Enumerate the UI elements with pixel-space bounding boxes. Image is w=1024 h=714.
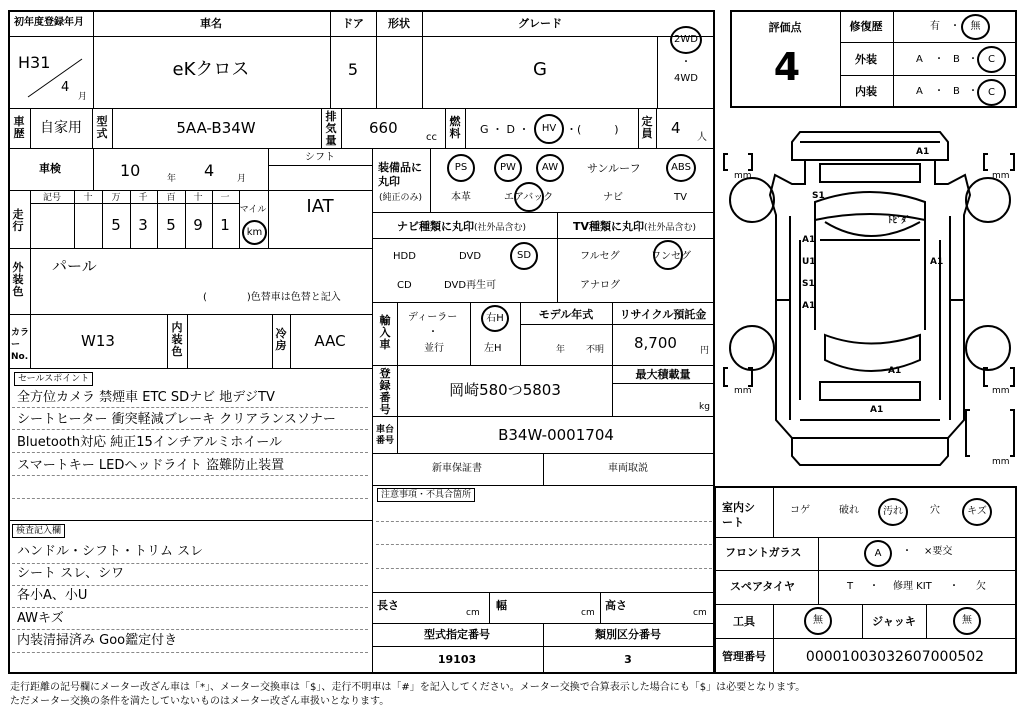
recycle-value: 8,700	[634, 334, 677, 352]
windshield-dot: ・	[902, 546, 912, 557]
sales-point-line: シートヒーター 衝突軽減ブレーキ クリアランスソナー	[17, 412, 336, 427]
model-year-label: モデル年式	[538, 308, 594, 321]
spare-none: 欠	[976, 581, 986, 592]
sales-point-line: 全方位カメラ 禁煙車 ETC SDナビ 地デジTV	[17, 390, 275, 405]
front-right-wheel	[966, 178, 1010, 222]
width-label: 幅	[496, 599, 507, 612]
spare-t: T	[847, 581, 854, 592]
rear-right-wheel	[966, 326, 1010, 370]
spare-tire-label: スペアタイヤ	[730, 580, 796, 593]
damage-mark: S1	[802, 279, 815, 289]
seat-scratch-circle: キズ	[962, 498, 992, 526]
exterior-a: A	[916, 54, 923, 65]
mile-label: マイル	[239, 205, 267, 215]
inspector-note-line: 内装清掃済み Goo鑑定付き	[17, 633, 178, 648]
exterior-note: ( )色替車は色替と記入	[203, 292, 341, 303]
type-designation-label: 型式指定番号	[424, 628, 490, 641]
navi-type-label: ナビ種類に丸印(社外品含む)	[397, 220, 527, 233]
cooling-label: 冷房	[275, 327, 287, 352]
mm-label: mm	[992, 171, 1010, 181]
displacement: 660	[369, 119, 398, 137]
windshield-a-circle: A	[864, 540, 892, 567]
interior-a: A	[916, 86, 923, 97]
exterior-c-circle: C	[977, 46, 1006, 73]
displacement-label: 排気量	[325, 110, 337, 147]
width-cm: cm	[581, 608, 595, 618]
tools-value-circle: 無	[804, 607, 832, 635]
damage-mark: A1	[802, 235, 816, 245]
tv-analog: アナログ	[580, 280, 620, 291]
import-right-circle: 右H	[481, 305, 509, 332]
capacity-label: 定員	[641, 115, 653, 140]
interior-c-circle: C	[977, 79, 1006, 106]
length-label: 長さ	[377, 599, 399, 612]
repair-label: 修復歴	[849, 20, 883, 33]
unit-ju: 十	[193, 193, 203, 203]
class-value: 3	[624, 653, 632, 666]
damage-mark: A1	[870, 405, 884, 415]
sales-point-line: Bluetooth対応 純正15インチアルミホイール	[17, 435, 283, 450]
import-dealer: ディーラー	[408, 312, 458, 323]
footer-line-2: ただメーター交換の条件を満たしていないものはメーター改ざん車扱いとなります。	[10, 696, 390, 707]
seat-tear: 破れ	[839, 505, 859, 516]
jack-label: ジャッキ	[872, 615, 916, 628]
model-label: 型式	[96, 115, 108, 140]
reg-month-unit: 月	[78, 92, 88, 102]
navi-hdd: HDD	[393, 251, 416, 262]
model-year-unit: 年	[556, 345, 566, 355]
tv-fullseg: フルセグ	[580, 251, 620, 262]
equipment-aw-circle: AW	[536, 154, 564, 182]
cc-unit: cc	[426, 132, 437, 143]
door-label: ドア	[342, 17, 364, 30]
score-exterior-label: 外装	[855, 53, 877, 66]
equipment-tv: TV	[674, 192, 687, 203]
mm-label: mm	[992, 386, 1010, 396]
model-year-unknown: 不明	[586, 345, 605, 355]
cooling-value: AAC	[314, 332, 346, 350]
inspector-notes-label: 検査記入欄	[12, 524, 65, 538]
sales-point-line: スマートキー LEDヘッドライト 盗難防止装置	[17, 458, 285, 473]
mm-label: mm	[734, 386, 752, 396]
equipment-sunroof: サンルーフ	[587, 162, 641, 175]
recycle-unit: 円	[700, 346, 710, 356]
rear-left-wheel	[730, 326, 774, 370]
car-damage-diagram	[720, 120, 1020, 480]
interior-dot: ・	[934, 86, 944, 97]
drive-2wd-circle: 2WD	[670, 26, 702, 54]
doors: 5	[347, 60, 359, 79]
unit-ichi: 一	[220, 193, 230, 203]
tv-type-label: TV種類に丸印(社外品含む)	[573, 220, 697, 233]
equipment-leather: 本革	[451, 192, 471, 203]
import-label: 輸入車	[379, 314, 391, 351]
km-circle: km	[242, 220, 267, 245]
inspection-month-unit: 月	[237, 174, 247, 184]
spare-dot2: ・	[949, 581, 959, 592]
exterior-b: B	[953, 54, 960, 65]
navi-dvd: DVD	[459, 251, 482, 262]
length-cm: cm	[466, 608, 480, 618]
windshield-label: フロントガラス	[725, 546, 802, 559]
repair-dot: ・	[950, 21, 960, 32]
inspector-note-line: シート スレ、シワ	[17, 566, 125, 581]
import-parallel: 並行	[424, 343, 444, 354]
inspection-year: 10	[120, 161, 141, 180]
sales-points-label: セールスポイント	[14, 372, 93, 386]
model: 5AA-B34W	[176, 119, 256, 137]
unit-man: 万	[111, 193, 121, 203]
footer-line-1: 走行距離の記号欄にメーター改ざん車は「*」、メーター交換車は「$」、走行不明車は「#」を記入してください。メーター交換で合算表示した場合にも「$」は必要となります。	[10, 682, 806, 693]
capacity: 4	[671, 119, 681, 137]
spare-repair-kit: 修理 KIT	[893, 581, 932, 592]
unit-hyaku: 百	[166, 193, 176, 203]
registration-value: 岡崎580つ5803	[449, 381, 561, 399]
fuel-options: G ・ D ・	[480, 123, 530, 136]
navi-cd: CD	[397, 280, 412, 291]
warranty-new-car: 新車保証書	[432, 463, 482, 474]
car-trunk	[820, 382, 920, 400]
capacity-unit: 人	[697, 132, 707, 143]
damage-mark: A1	[916, 147, 930, 157]
tools-label: 工具	[733, 615, 755, 628]
damage-mark: ﾄﾋﾞﾀﾞ	[888, 216, 911, 226]
drive-dot: ・	[681, 57, 691, 68]
exterior-dot: ・	[934, 54, 944, 65]
damage-mark: A1	[802, 301, 816, 311]
chassis-label: 車台番号	[376, 425, 395, 446]
max-load-kg: kg	[699, 402, 710, 412]
management-label: 管理番号	[722, 650, 766, 663]
equipment-airbag: エアバック	[504, 192, 554, 203]
car-hood	[820, 164, 920, 182]
score-interior-label: 内装	[855, 85, 877, 98]
import-left: 左H	[484, 343, 502, 354]
equipment-navi: ナビ	[603, 192, 623, 203]
inspector-note-line: ハンドル・シフト・トリム スレ	[17, 544, 204, 559]
management-value: 00001003032607000502	[805, 649, 985, 665]
interior-color-label: 内装色	[171, 321, 183, 358]
recycle-label: リサイクル預託金	[619, 308, 707, 321]
car-rear-window	[825, 335, 920, 371]
seat-hole: 穴	[930, 505, 940, 516]
registration-label: 登録番号	[379, 367, 391, 416]
equipment-abs-circle: ABS	[666, 154, 696, 182]
chassis-value: B34W-0001704	[498, 426, 614, 444]
grade: G	[533, 59, 547, 80]
color-no-label: カラーNo.	[11, 328, 30, 362]
repair-have: 有	[930, 21, 940, 32]
mileage-label: 走行	[12, 208, 24, 233]
unit-sen: 千	[138, 193, 148, 203]
damage-mark: S1	[812, 191, 825, 201]
warranty-manual: 車両取説	[608, 463, 648, 474]
color-no-value: W13	[81, 332, 115, 350]
type-designation-value: 19103	[437, 653, 477, 666]
import-dot: ・	[428, 327, 438, 338]
history-label: 車歴	[13, 115, 25, 140]
spare-dot: ・	[869, 581, 879, 592]
unit-juman: 十	[83, 193, 93, 203]
inspection-month: 4	[204, 161, 215, 180]
mileage-symbol-label: 記号	[42, 193, 62, 203]
drive-4wd: 4WD	[674, 73, 698, 84]
jack-value-circle: 無	[953, 607, 981, 635]
interior-dot2: ・	[968, 86, 978, 97]
mileage-digit-1: 5	[111, 216, 121, 234]
reg-month: 4	[61, 80, 70, 95]
damage-mark: A1	[930, 257, 944, 267]
mileage-digit-4: 9	[193, 216, 203, 234]
interior-b: B	[953, 86, 960, 97]
windshield-replace: ×要交	[924, 546, 953, 557]
height-cm: cm	[693, 608, 707, 618]
reg-era: H31	[18, 53, 51, 72]
shape-label: 形状	[388, 17, 410, 30]
fuel-paren: ・( )	[566, 123, 619, 136]
exterior-dot2: ・	[968, 54, 978, 65]
history: 自家用	[40, 120, 82, 136]
equipment-sublabel: (純正のみ)	[379, 193, 423, 203]
inspection-year-unit: 年	[167, 174, 177, 184]
car-name-label: 車名	[200, 17, 222, 30]
fuel-hv-circle: HV	[534, 114, 564, 144]
grade-label: グレード	[518, 17, 562, 30]
max-load-label: 最大積載量	[635, 368, 691, 381]
class-label: 類別区分番号	[595, 628, 661, 641]
seat-burn: コゲ	[790, 505, 810, 516]
exterior-label: 外装色	[12, 261, 24, 298]
height-label: 高さ	[605, 599, 627, 612]
equipment-pw-circle: PW	[494, 154, 522, 182]
repair-none-circle: 無	[961, 14, 990, 40]
exterior-value: パール	[52, 257, 97, 275]
front-left-wheel	[730, 178, 774, 222]
damage-mark: U1	[802, 257, 816, 267]
mileage-digit-3: 5	[166, 216, 176, 234]
shift-label: シフト	[305, 152, 335, 163]
shift: IAT	[306, 196, 334, 217]
inspector-note-line: 各小A、小U	[17, 588, 88, 603]
seat-dirt-circle: 汚れ	[878, 498, 908, 526]
reg-year-label: 初年度登録年月	[14, 17, 84, 28]
car-name: eKクロス	[172, 59, 250, 80]
equipment-label: 装備品に丸印	[378, 161, 422, 188]
score-label: 評価点	[768, 21, 802, 34]
mm-label: mm	[992, 457, 1010, 467]
score-value: 4	[773, 45, 801, 89]
mm-label: mm	[734, 171, 752, 181]
mileage-digit-5: 1	[220, 216, 230, 234]
car-rear-outline	[792, 438, 948, 465]
tv-oneseg: ワンセグ	[651, 251, 691, 262]
navi-dvd-play: DVD再生可	[444, 280, 497, 291]
interior-seat-label: 室内シート	[722, 501, 755, 529]
equipment-ps-circle: PS	[447, 154, 475, 182]
diagonal-line	[26, 55, 86, 100]
mileage-digit-2: 3	[138, 216, 148, 234]
inspection-label: 車検	[39, 162, 61, 175]
navi-sd-circle: SD	[510, 242, 538, 270]
inspector-note-line: AWキズ	[17, 611, 64, 626]
notes-label: 注意事項・不具合箇所	[377, 488, 475, 502]
fuel-label: 燃料	[449, 115, 461, 140]
damage-mark: A1	[888, 366, 902, 376]
